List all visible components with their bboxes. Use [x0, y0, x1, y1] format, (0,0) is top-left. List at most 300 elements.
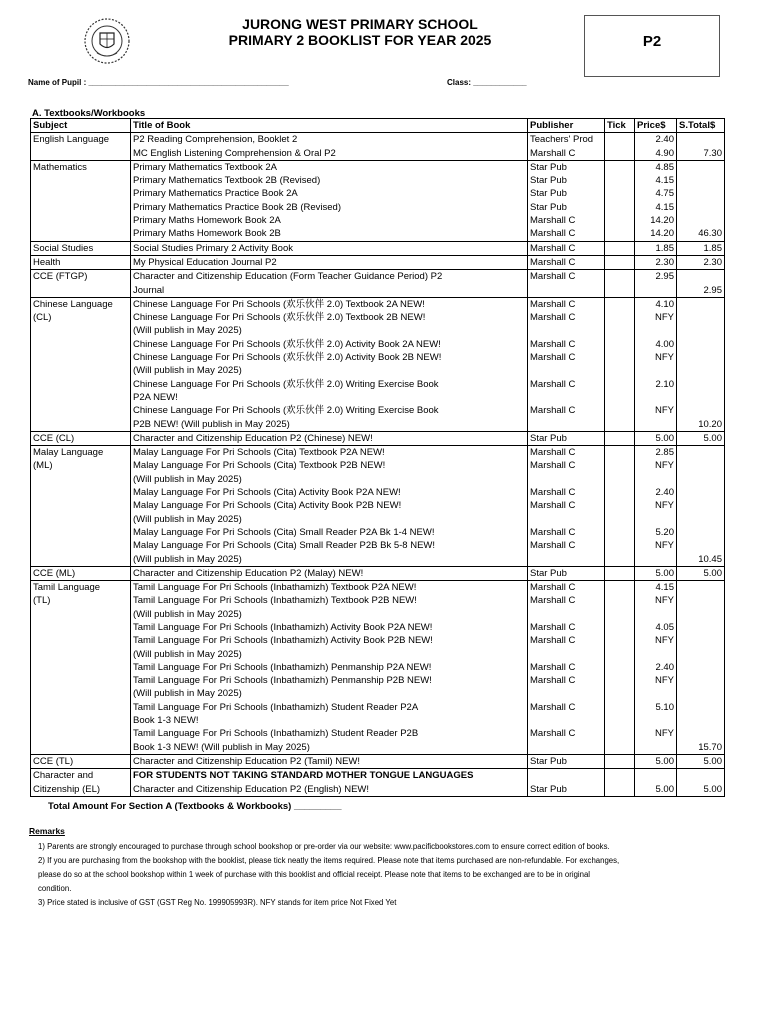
table-row — [31, 473, 725, 486]
table-row — [31, 499, 725, 512]
table-row — [31, 648, 725, 661]
price-cell — [635, 418, 677, 432]
price-cell: NFY — [635, 459, 677, 472]
subject-cell: Health — [31, 255, 131, 269]
price-cell: 2.95 — [635, 270, 677, 284]
subject-cell — [31, 284, 131, 298]
table-row — [31, 714, 725, 727]
publisher-cell — [528, 687, 605, 700]
subject-cell: Chinese Language — [31, 297, 131, 311]
tick-box[interactable] — [605, 674, 635, 687]
pupil-name-field[interactable]: Name of Pupil : _____________________________________________ — [28, 78, 289, 87]
subtotal-cell: 5.00 — [677, 783, 725, 797]
tick-box[interactable] — [605, 446, 635, 460]
price-cell: NFY — [635, 594, 677, 607]
price-cell: 14.20 — [635, 227, 677, 241]
subject-cell — [31, 608, 131, 621]
tick-box[interactable] — [605, 499, 635, 512]
subtotal-cell: 5.00 — [677, 566, 725, 580]
subtotal-cell — [677, 687, 725, 700]
subject-cell — [31, 351, 131, 364]
tick-box[interactable] — [605, 608, 635, 621]
subject-cell — [31, 214, 131, 227]
subtotal-cell — [677, 473, 725, 486]
tick-box[interactable] — [605, 431, 635, 445]
publisher-cell: Marshall C — [528, 701, 605, 714]
subtotal-cell — [677, 727, 725, 740]
tick-box[interactable] — [605, 404, 635, 417]
subject-cell — [31, 404, 131, 417]
publisher-cell: Marshall C — [528, 499, 605, 512]
publisher-cell: Marshall C — [528, 621, 605, 634]
tick-box[interactable] — [605, 783, 635, 797]
tick-box[interactable] — [605, 187, 635, 200]
subject-cell — [31, 741, 131, 755]
subject-cell: English Language — [31, 133, 131, 147]
table-row — [31, 754, 725, 768]
price-cell: 4.00 — [635, 338, 677, 351]
table-row — [31, 741, 725, 755]
price-cell — [635, 553, 677, 567]
subject-cell — [31, 418, 131, 432]
price-cell — [635, 364, 677, 377]
price-cell: 2.40 — [635, 486, 677, 499]
price-cell — [635, 769, 677, 783]
publisher-cell: Star Pub — [528, 783, 605, 797]
book-title-cell: P2 Reading Comprehension, Booklet 2 — [131, 133, 528, 147]
publisher-cell: Marshall C — [528, 297, 605, 311]
price-cell: 5.00 — [635, 754, 677, 768]
tick-box[interactable] — [605, 769, 635, 783]
subtotal-cell — [677, 674, 725, 687]
tick-box[interactable] — [605, 473, 635, 486]
book-title-cell: (Will publish in May 2025) — [131, 473, 528, 486]
tick-box[interactable] — [605, 174, 635, 187]
subject-cell: Citizenship (EL) — [31, 783, 131, 797]
tick-box[interactable] — [605, 581, 635, 595]
subtotal-cell: 10.45 — [677, 553, 725, 567]
table-row — [31, 160, 725, 174]
table-row — [31, 539, 725, 552]
price-cell: 4.75 — [635, 187, 677, 200]
class-field[interactable]: Class: ____________ — [447, 78, 527, 87]
price-cell: 5.10 — [635, 701, 677, 714]
tick-box[interactable] — [605, 459, 635, 472]
book-title-cell: Primary Mathematics Textbook 2B (Revised) — [131, 174, 528, 187]
subtotal-cell — [677, 634, 725, 647]
price-cell: 5.00 — [635, 431, 677, 445]
subject-cell — [31, 147, 131, 161]
price-cell: 4.90 — [635, 147, 677, 161]
tick-box[interactable] — [605, 201, 635, 214]
subtotal-cell: 5.00 — [677, 431, 725, 445]
tick-box[interactable] — [605, 214, 635, 227]
subtotal-cell — [677, 404, 725, 417]
subject-cell: CCE (FTGP) — [31, 270, 131, 284]
table-row — [31, 769, 725, 783]
price-cell: 4.85 — [635, 160, 677, 174]
publisher-cell — [528, 513, 605, 526]
book-title-cell: Character and Citizenship Education (Form Teacher Guidance Period) P2 — [131, 270, 528, 284]
publisher-cell: Marshall C — [528, 459, 605, 472]
tick-box[interactable] — [605, 634, 635, 647]
tick-box[interactable] — [605, 160, 635, 174]
table-row — [31, 364, 725, 377]
booklist-title: PRIMARY 2 BOOKLIST FOR YEAR 2025 — [228, 32, 492, 48]
book-title-cell: Primary Mathematics Textbook 2A — [131, 160, 528, 174]
subtotal-cell — [677, 201, 725, 214]
subtotal-cell: 46.30 — [677, 227, 725, 241]
publisher-cell: Marshall C — [528, 255, 605, 269]
tick-box[interactable] — [605, 513, 635, 526]
tick-box[interactable] — [605, 391, 635, 404]
book-title-cell: (Will publish in May 2025) — [131, 553, 528, 567]
tick-box[interactable] — [605, 727, 635, 740]
subtotal-cell — [677, 297, 725, 311]
tick-box[interactable] — [605, 486, 635, 499]
publisher-cell: Marshall C — [528, 378, 605, 391]
tick-box[interactable] — [605, 297, 635, 311]
tick-box[interactable] — [605, 539, 635, 552]
tick-box[interactable] — [605, 147, 635, 161]
tick-box[interactable] — [605, 133, 635, 147]
table-row — [31, 311, 725, 324]
book-title-cell: (Will publish in May 2025) — [131, 687, 528, 700]
book-title-cell: MC English Listening Comprehension & Oral P2 — [131, 147, 528, 161]
tick-box[interactable] — [605, 418, 635, 432]
table-row — [31, 553, 725, 567]
tick-box[interactable] — [605, 526, 635, 539]
table-row — [31, 174, 725, 187]
publisher-cell: Star Pub — [528, 201, 605, 214]
publisher-cell: Marshall C — [528, 634, 605, 647]
subtotal-cell — [677, 661, 725, 674]
book-title-cell: (Will publish in May 2025) — [131, 364, 528, 377]
book-title-cell: Character and Citizenship Education P2 (English) NEW! — [131, 783, 528, 797]
table-row — [31, 594, 725, 607]
table-row — [31, 783, 725, 797]
publisher-cell: Marshall C — [528, 674, 605, 687]
subject-cell — [31, 174, 131, 187]
price-cell: 2.40 — [635, 133, 677, 147]
tick-box[interactable] — [605, 311, 635, 324]
book-title-cell: Tamil Language For Pri Schools (Inbathamizh) Textbook P2A NEW! — [131, 581, 528, 595]
publisher-cell: Marshall C — [528, 311, 605, 324]
tick-box[interactable] — [605, 594, 635, 607]
publisher-cell: Marshall C — [528, 241, 605, 255]
tick-box[interactable] — [605, 338, 635, 351]
publisher-cell: Marshall C — [528, 661, 605, 674]
remark-line: 3) Price stated is inclusive of GST (GST Reg No. 199905993R). NFY stands for item price Not Fixed Yet — [38, 898, 397, 907]
price-cell — [635, 513, 677, 526]
publisher-cell: Star Pub — [528, 566, 605, 580]
subtotal-cell — [677, 701, 725, 714]
table-row — [31, 446, 725, 460]
publisher-cell — [528, 324, 605, 337]
tick-box[interactable] — [605, 351, 635, 364]
publisher-cell: Star Pub — [528, 187, 605, 200]
subtotal-cell — [677, 608, 725, 621]
table-row — [31, 526, 725, 539]
table-row — [31, 418, 725, 432]
tick-box[interactable] — [605, 553, 635, 567]
subtotal-cell — [677, 648, 725, 661]
book-title-cell: Social Studies Primary 2 Activity Book — [131, 241, 528, 255]
price-cell — [635, 608, 677, 621]
book-title-cell: Tamil Language For Pri Schools (Inbathamizh) Student Reader P2B — [131, 727, 528, 740]
publisher-cell: Marshall C — [528, 526, 605, 539]
subtotal-cell — [677, 581, 725, 595]
tick-box[interactable] — [605, 270, 635, 284]
table-header-row — [31, 119, 725, 133]
subtotal-cell — [677, 378, 725, 391]
book-title-cell: Primary Mathematics Practice Book 2A — [131, 187, 528, 200]
table-row — [31, 404, 725, 417]
subject-cell — [31, 634, 131, 647]
subtotal-cell — [677, 499, 725, 512]
tick-box[interactable] — [605, 687, 635, 700]
tick-box[interactable] — [605, 255, 635, 269]
subject-cell — [31, 486, 131, 499]
book-title-cell: Chinese Language For Pri Schools (欢乐伙伴 2.0) Activity Book 2B NEW! — [131, 351, 528, 364]
col-header-tick: Tick — [605, 119, 635, 133]
col-header-subtotal: S.Total$ — [677, 119, 725, 133]
publisher-cell: Marshall C — [528, 581, 605, 595]
subtotal-cell — [677, 621, 725, 634]
price-cell — [635, 741, 677, 755]
book-title-cell: Chinese Language For Pri Schools (欢乐伙伴 2.0) Writing Exercise Book — [131, 378, 528, 391]
publisher-cell: Marshall C — [528, 486, 605, 499]
subject-cell — [31, 187, 131, 200]
subject-cell — [31, 378, 131, 391]
book-title-cell: Chinese Language For Pri Schools (欢乐伙伴 2.0) Activity Book 2A NEW! — [131, 338, 528, 351]
subject-cell — [31, 364, 131, 377]
subtotal-cell: 1.85 — [677, 241, 725, 255]
subject-cell — [31, 499, 131, 512]
subject-cell — [31, 526, 131, 539]
book-title-cell: Chinese Language For Pri Schools (欢乐伙伴 2.0) Textbook 2B NEW! — [131, 311, 528, 324]
table-row — [31, 566, 725, 580]
publisher-cell: Teachers' Prod — [528, 133, 605, 147]
publisher-cell: Marshall C — [528, 727, 605, 740]
book-title-cell: Tamil Language For Pri Schools (Inbathamizh) Penmanship P2B NEW! — [131, 674, 528, 687]
table-row — [31, 227, 725, 241]
price-cell: NFY — [635, 499, 677, 512]
book-title-cell: Primary Mathematics Practice Book 2B (Revised) — [131, 201, 528, 214]
price-cell: NFY — [635, 351, 677, 364]
subject-cell — [31, 648, 131, 661]
subject-cell — [31, 391, 131, 404]
book-title-cell: Character and Citizenship Education P2 (Malay) NEW! — [131, 566, 528, 580]
publisher-cell — [528, 284, 605, 298]
price-cell: 2.85 — [635, 446, 677, 460]
tick-box[interactable] — [605, 741, 635, 755]
subject-cell — [31, 553, 131, 567]
subtotal-cell — [677, 526, 725, 539]
table-row — [31, 351, 725, 364]
table-row — [31, 431, 725, 445]
subtotal-cell — [677, 160, 725, 174]
subject-cell: Tamil Language — [31, 581, 131, 595]
tick-box[interactable] — [605, 714, 635, 727]
tick-box[interactable] — [605, 284, 635, 298]
tick-box[interactable] — [605, 378, 635, 391]
subject-cell: (TL) — [31, 594, 131, 607]
tick-box[interactable] — [605, 566, 635, 580]
table-row — [31, 634, 725, 647]
book-title-cell: Primary Maths Homework Book 2A — [131, 214, 528, 227]
publisher-cell: Marshall C — [528, 214, 605, 227]
subject-cell: Mathematics — [31, 160, 131, 174]
book-title-cell: Book 1-3 NEW! — [131, 714, 528, 727]
publisher-cell: Star Pub — [528, 174, 605, 187]
book-title-cell: FOR STUDENTS NOT TAKING STANDARD MOTHER TONGUE LANGUAGES — [131, 769, 528, 783]
table-row — [31, 255, 725, 269]
book-title-cell: Chinese Language For Pri Schools (欢乐伙伴 2.0) Writing Exercise Book — [131, 404, 528, 417]
tick-box[interactable] — [605, 227, 635, 241]
book-title-cell: My Physical Education Journal P2 — [131, 255, 528, 269]
price-cell: 4.10 — [635, 297, 677, 311]
subtotal-cell — [677, 539, 725, 552]
publisher-cell: Marshall C — [528, 338, 605, 351]
table-row — [31, 187, 725, 200]
price-cell: 5.00 — [635, 566, 677, 580]
table-row — [31, 147, 725, 161]
tick-box[interactable] — [605, 241, 635, 255]
price-cell: NFY — [635, 634, 677, 647]
subtotal-cell — [677, 338, 725, 351]
book-title-cell: Malay Language For Pri Schools (Cita) Textbook P2B NEW! — [131, 459, 528, 472]
table-row — [31, 513, 725, 526]
subtotal-cell: 2.30 — [677, 255, 725, 269]
price-cell — [635, 714, 677, 727]
tick-box[interactable] — [605, 364, 635, 377]
price-cell: NFY — [635, 311, 677, 324]
publisher-cell — [528, 473, 605, 486]
remark-line: 2) If you are purchasing from the bookshop with the booklist, please tick neatly the items required. Please note that items purchased are non-refundable. For exchanges, — [38, 856, 620, 865]
publisher-cell: Star Pub — [528, 754, 605, 768]
remarks-heading: Remarks — [29, 826, 65, 836]
tick-box[interactable] — [605, 661, 635, 674]
publisher-cell: Marshall C — [528, 404, 605, 417]
remarks-list — [38, 840, 718, 910]
book-title-cell: Tamil Language For Pri Schools (Inbathamizh) Student Reader P2A — [131, 701, 528, 714]
table-row — [31, 661, 725, 674]
price-cell — [635, 284, 677, 298]
table-row — [31, 284, 725, 298]
table-row — [31, 687, 725, 700]
book-title-cell: Tamil Language For Pri Schools (Inbathamizh) Activity Book P2A NEW! — [131, 621, 528, 634]
price-cell: 5.00 — [635, 783, 677, 797]
school-name: JURONG WEST PRIMARY SCHOOL — [242, 16, 478, 32]
subtotal-cell — [677, 324, 725, 337]
table-row — [31, 241, 725, 255]
subject-cell — [31, 473, 131, 486]
subject-cell — [31, 227, 131, 241]
subtotal-cell — [677, 214, 725, 227]
table-row — [31, 486, 725, 499]
publisher-cell — [528, 648, 605, 661]
subtotal-cell — [677, 270, 725, 284]
section-a-title: A. Textbooks/Workbooks — [32, 108, 146, 119]
price-cell: 14.20 — [635, 214, 677, 227]
tick-box[interactable] — [605, 621, 635, 634]
tick-box[interactable] — [605, 324, 635, 337]
price-cell — [635, 687, 677, 700]
publisher-cell — [528, 364, 605, 377]
subtotal-cell — [677, 769, 725, 783]
price-cell: 4.15 — [635, 174, 677, 187]
subject-cell — [31, 661, 131, 674]
table-row — [31, 201, 725, 214]
book-title-cell: Primary Maths Homework Book 2B — [131, 227, 528, 241]
price-cell: 5.20 — [635, 526, 677, 539]
subject-cell — [31, 714, 131, 727]
tick-box[interactable] — [605, 701, 635, 714]
remark-line: 1) Parents are strongly encouraged to purchase through school bookshop or pre-order via our website: www.pacificbookstores.com to ensure correct edition of books. — [38, 842, 610, 851]
subject-cell — [31, 687, 131, 700]
publisher-cell — [528, 714, 605, 727]
price-cell: 4.15 — [635, 201, 677, 214]
subtotal-cell: 15.70 — [677, 741, 725, 755]
col-header-price: Price$ — [635, 119, 677, 133]
table-row — [31, 581, 725, 595]
book-title-cell: Journal — [131, 284, 528, 298]
price-cell — [635, 391, 677, 404]
book-title-cell: (Will publish in May 2025) — [131, 513, 528, 526]
publisher-cell: Marshall C — [528, 227, 605, 241]
publisher-cell: Marshall C — [528, 270, 605, 284]
subtotal-cell — [677, 311, 725, 324]
book-title-cell: Character and Citizenship Education P2 (Chinese) NEW! — [131, 431, 528, 445]
table-row — [31, 621, 725, 634]
subject-cell: (CL) — [31, 311, 131, 324]
publisher-cell: Star Pub — [528, 160, 605, 174]
price-cell: 2.30 — [635, 255, 677, 269]
table-row — [31, 459, 725, 472]
price-cell: NFY — [635, 727, 677, 740]
subject-cell: CCE (CL) — [31, 431, 131, 445]
subject-cell: Social Studies — [31, 241, 131, 255]
table-row — [31, 324, 725, 337]
subtotal-cell — [677, 391, 725, 404]
table-row — [31, 391, 725, 404]
price-cell: 2.10 — [635, 378, 677, 391]
book-title-cell: Character and Citizenship Education P2 (Tamil) NEW! — [131, 754, 528, 768]
subject-cell — [31, 701, 131, 714]
remark-line: condition. — [38, 884, 72, 893]
book-title-cell: (Will publish in May 2025) — [131, 608, 528, 621]
price-cell: NFY — [635, 404, 677, 417]
price-cell: 4.05 — [635, 621, 677, 634]
tick-box[interactable] — [605, 648, 635, 661]
table-row — [31, 608, 725, 621]
subtotal-cell — [677, 446, 725, 460]
subtotal-cell — [677, 187, 725, 200]
col-header-title: Title of Book — [131, 119, 528, 133]
subtotal-cell — [677, 364, 725, 377]
table-row — [31, 674, 725, 687]
publisher-cell: Star Pub — [528, 431, 605, 445]
price-cell: 2.40 — [635, 661, 677, 674]
publisher-cell: Marshall C — [528, 351, 605, 364]
book-title-cell: Malay Language For Pri Schools (Cita) Small Reader P2A Bk 1-4 NEW! — [131, 526, 528, 539]
price-cell — [635, 648, 677, 661]
publisher-cell — [528, 553, 605, 567]
table-row — [31, 133, 725, 147]
subtotal-cell: 5.00 — [677, 754, 725, 768]
tick-box[interactable] — [605, 754, 635, 768]
